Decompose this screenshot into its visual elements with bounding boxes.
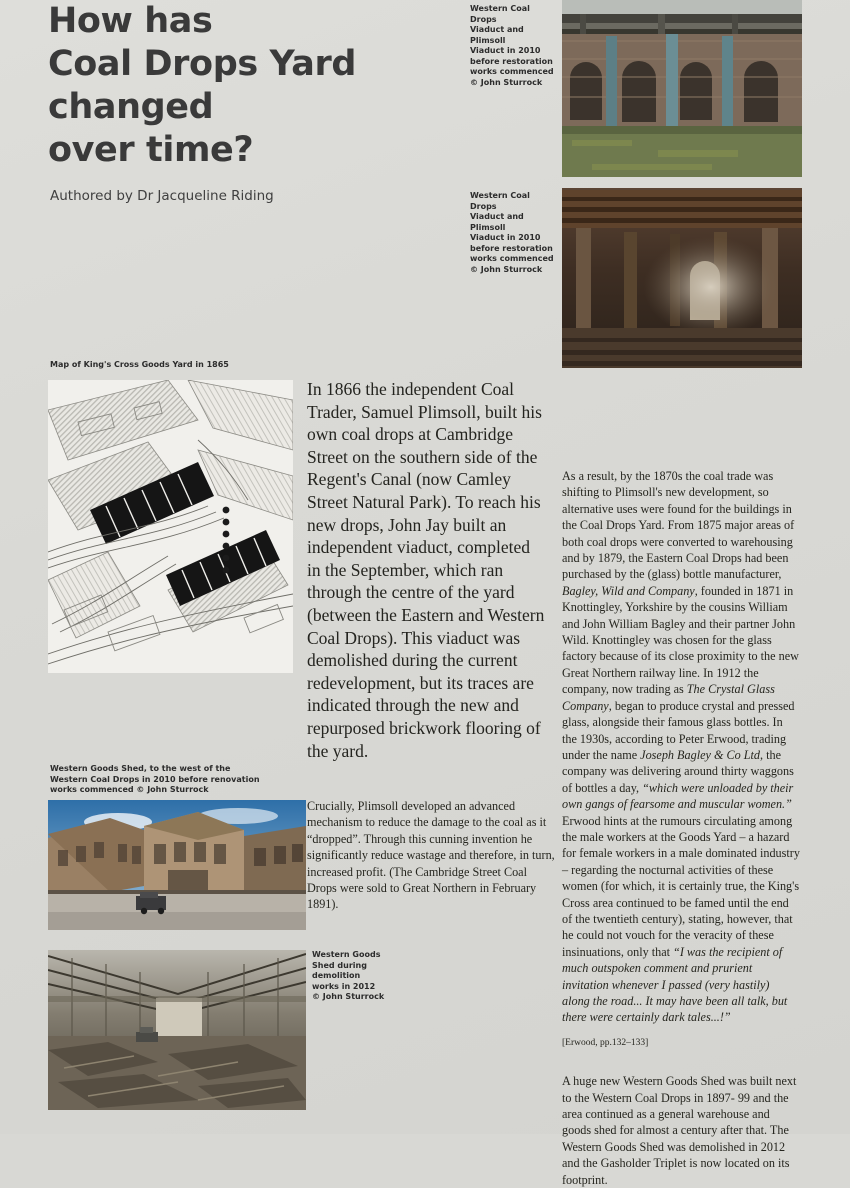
photo1-artwork bbox=[562, 0, 802, 177]
map-artwork bbox=[48, 380, 293, 673]
caption-photo2-line-2: Viaduct and Plimsoll bbox=[470, 212, 524, 232]
caption-map bbox=[50, 360, 310, 371]
caption-photo1-line-4: before restoration bbox=[470, 56, 553, 66]
caption-photo2-line-3: Viaduct in 2010 bbox=[470, 233, 541, 242]
rc-italic-joseph-bagley: Joseph Bagley & Co Ltd bbox=[640, 747, 760, 762]
caption-photo3-line-3: works commenced © John Sturrock bbox=[50, 785, 209, 794]
photo-western-goods-shed-demolition-2012 bbox=[48, 950, 306, 1110]
caption-photo2-line-4: before restoration bbox=[470, 243, 553, 253]
rc-italic-bagley-wild: Bagley, Wild and Company bbox=[562, 583, 695, 598]
final-paragraph: A huge new Western Goods Shed was built next to the Western Coal Drops in 1897- 99 and the area continued as a general warehouse and goods shed for almost a century after that. The Western Goods Shed was demolished in 2012 and the Gasholder Triplet is now located on its footprint. bbox=[562, 1074, 797, 1187]
right-column-body bbox=[562, 468, 800, 1188]
caption-photo4-line-5: © John Sturrock bbox=[312, 992, 385, 1001]
caption-photo1 bbox=[470, 4, 556, 88]
author-line: Authored by Dr Jacqueline Riding bbox=[50, 188, 274, 204]
caption-photo2-line-6: © John Sturrock bbox=[470, 264, 543, 274]
caption-photo4-line-4: works in 2012 bbox=[312, 981, 376, 991]
rc-part-1: As a result, by the 1870s the coal trade was shifting to Plimsoll's new development, so alternative uses were found for the buildings in the Coal Drops Yard. From 1875 major areas of both coal drops were converted to warehousing and by 1879, the Eastern Coal Drops had been purchased by the (glass) bottle manufacturer, bbox=[562, 469, 795, 582]
right-column-main-paragraph bbox=[562, 468, 800, 1026]
caption-photo2-line-5: works commenced bbox=[470, 254, 554, 263]
rc-part-5: Erwood hints at the rumours circulating among the male workers at the Goods Yard – a hazard for female workers in a male dominated industry – regarding the nocturnal activities of these women (for which, it is certainly true, the King's Cross area continued to be famed until the end of the twentieth century), stating, however, that he could not vouch for the veracity of these insinuations, only that bbox=[562, 813, 800, 959]
intro-paragraph: In 1866 the independent Coal Trader, Samuel Plimsoll, built his own coal drops at Cambridge Street on the southern side of the Regent's Canal (now Camley Street Natural Park). To reach his new drops, John Jay built an independent viaduct, completed in the September, which ran through the centre of the yard (between the Eastern and Western Coal Drops). This viaduct was demolished during the current redevelopment, but its traces are indicated through the new and repurposed brickwork flooring of the yard. bbox=[307, 379, 545, 761]
page-title-line-3: changed bbox=[48, 87, 214, 127]
caption-photo3-line-2: Western Coal Drops in 2010 before renovation bbox=[50, 774, 260, 784]
caption-photo4-line-3: demolition bbox=[312, 971, 361, 980]
page-title-line-1: How has bbox=[48, 1, 213, 41]
map-kings-cross-goods-yard-1865 bbox=[48, 380, 293, 673]
rc-italic-quote-erwood: “I was the recipient of much outspoken comment and prurient invitation whenever I passed (very hastily) along the road... It may have been all talk, but there were certainly dark tales...!” bbox=[562, 944, 788, 1025]
page-title-line-2: Coal Drops Yard bbox=[48, 44, 357, 84]
page-title-line-4: over time? bbox=[48, 130, 254, 170]
caption-photo2-line-1: Western Coal Drops bbox=[470, 191, 530, 211]
caption-photo1-line-1: Western Coal Drops bbox=[470, 4, 530, 24]
caption-photo1-line-5: works commenced bbox=[470, 67, 554, 76]
page-title bbox=[48, 0, 448, 172]
caption-photo1-line-6: © John Sturrock bbox=[470, 77, 543, 87]
rc-part-2: , founded in 1871 in Knottingley, Yorkshire by the cousins William and John William Bagley and their partner John Wild. Knottingley was chosen for the glass factory because of its close proximity to the new Great Northern railway line. In 1912 the company, now trading as bbox=[562, 583, 799, 697]
caption-photo4-line-2: Shed during bbox=[312, 960, 367, 970]
rc-italic-quote-women: “which were unloaded by their own gangs of fearsome and muscular women.” bbox=[562, 780, 794, 812]
rc-part-4: , the company was delivering around thirty waggons of bottles a day, bbox=[562, 747, 794, 795]
caption-map-text: Map of King's Cross Goods Yard in 1865 bbox=[50, 360, 229, 369]
photo-viaduct-interior-2010 bbox=[562, 188, 802, 368]
caption-photo1-line-2: Viaduct and Plimsoll bbox=[470, 25, 524, 45]
caption-photo3-line-1: Western Goods Shed, to the west of the bbox=[50, 764, 231, 773]
rc-italic-crystal-glass: The Crystal Glass Company bbox=[562, 682, 775, 713]
caption-photo4-line-1: Western Goods bbox=[312, 950, 381, 959]
photo-western-coal-drops-viaduct-2010 bbox=[562, 0, 802, 177]
reference-citation: [Erwood, pp.132–133] bbox=[562, 1037, 649, 1048]
caption-photo4 bbox=[312, 950, 402, 1003]
caption-photo3 bbox=[50, 764, 285, 796]
caption-photo1-line-3: Viaduct in 2010 bbox=[470, 46, 541, 55]
photo-western-goods-shed-2010 bbox=[48, 800, 306, 930]
rc-part-3: , began to produce crystal and pressed glass, alongside their famous glass bottles. In the 1930s, according to Peter Erwood, trading under the name bbox=[562, 698, 795, 762]
photo4-artwork bbox=[48, 950, 306, 1110]
photo3-artwork bbox=[48, 800, 306, 930]
crucially-paragraph: Crucially, Plimsoll developed an advanced mechanism to reduce the damage to the coal as it “dropped”. Through this cunning invention he significantly reduce wastage and therefore, in turn, increased profit. (The Cambridge Street Coal Drops were sold to Great Northern in February 1891). bbox=[307, 799, 555, 912]
caption-photo2 bbox=[470, 191, 556, 275]
photo2-artwork bbox=[562, 188, 802, 368]
